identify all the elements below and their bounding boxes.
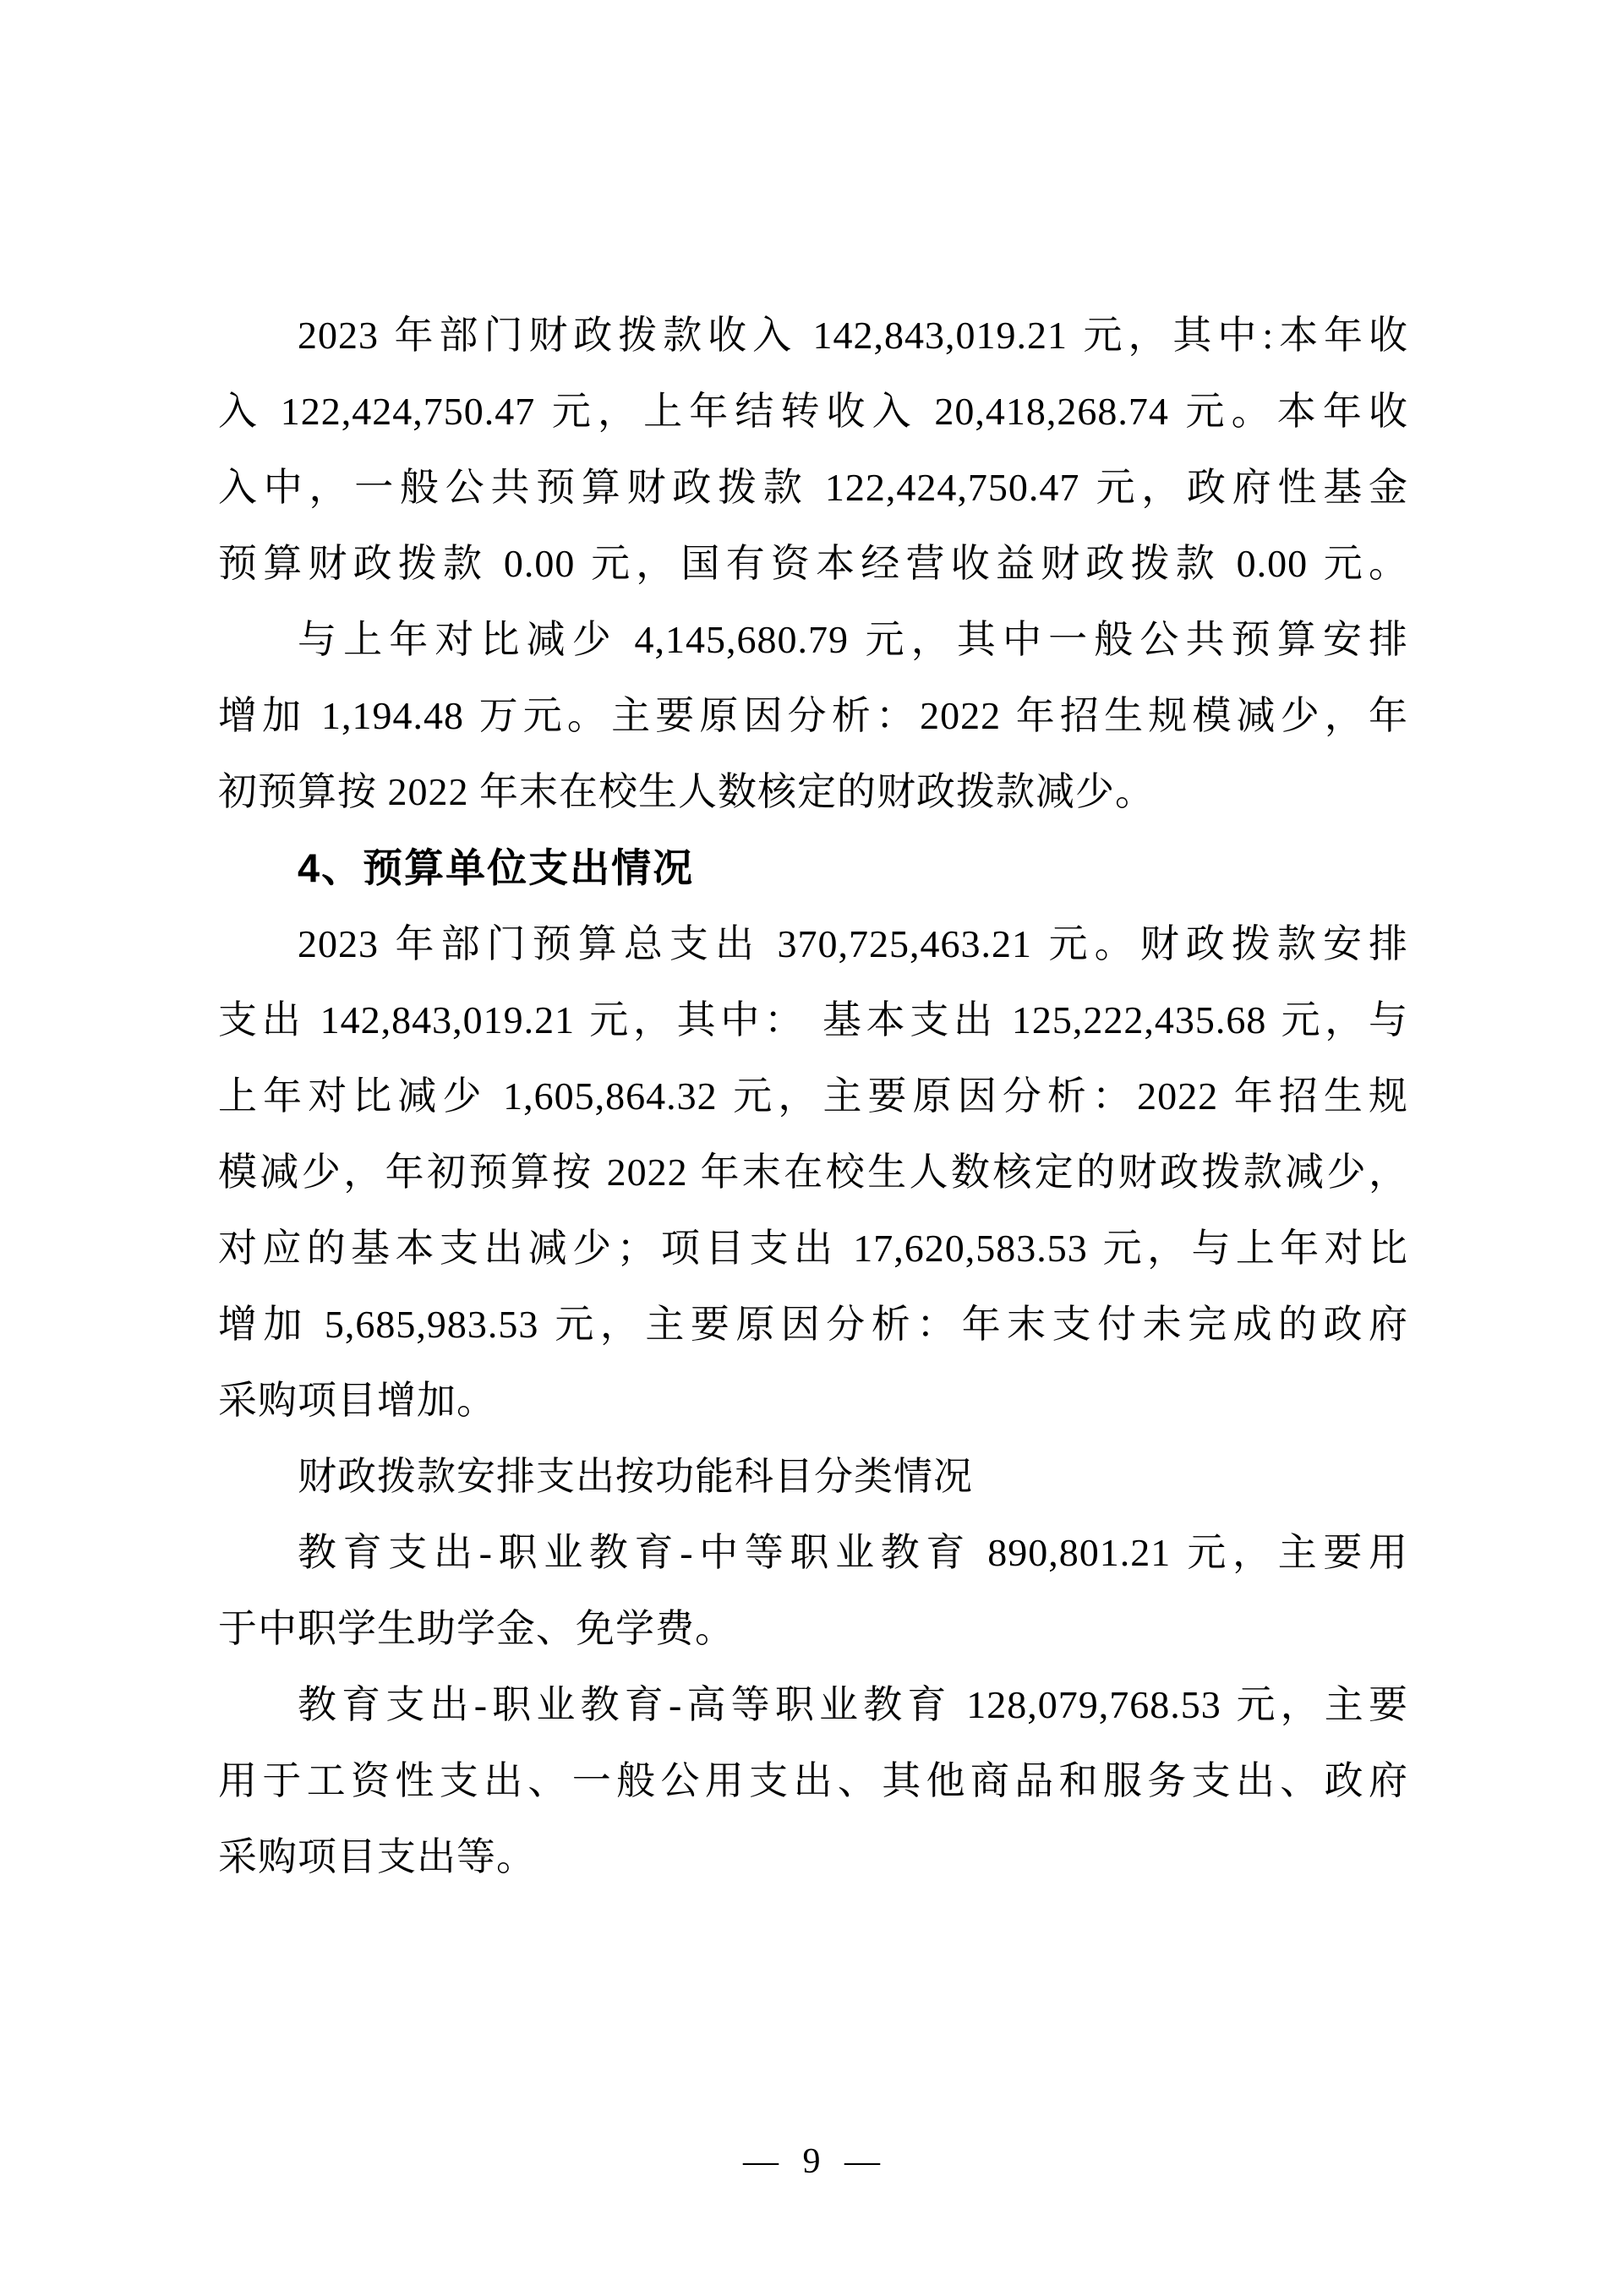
text-line: 增加 5,685,983.53 元，主要原因分析：年末支付未完成的政府 (218, 1303, 1408, 1346)
text-line: 上年对比减少 1,605,864.32 元，主要原因分析：2022 年招生规 (218, 1074, 1408, 1118)
text-line: 2023 年部门预算总支出 370,725,463.21 元。财政拨款安排 (298, 922, 1408, 965)
text-line: 教育支出-职业教育-高等职业教育 128,079,768.53 元，主要 (298, 1683, 1408, 1726)
text-line: 用于工资性支出、一般公用支出、其他商品和服务支出、政府 (218, 1759, 1408, 1802)
text-line: 2023 年部门财政拨款收入 142,843,019.21 元，其中:本年收 (298, 314, 1408, 357)
text-line: 教育支出-职业教育-中等职业教育 890,801.21 元，主要用 (298, 1531, 1408, 1574)
page-footer (0, 2124, 1623, 2200)
text-line: 采购项目增加。 (218, 1379, 496, 1422)
document-body (218, 298, 1408, 1895)
section-heading: 4、预算单位支出情况 (298, 845, 695, 890)
text-line: 财政拨款安排支出按功能科目分类情况 (298, 1455, 973, 1498)
text-line: 对应的基本支出减少；项目支出 17,620,583.53 元，与上年对比 (218, 1227, 1408, 1270)
text-line: 增加 1,194.48 万元。主要原因分析：2022 年招生规模减少，年 (218, 694, 1408, 737)
page-number-label: — 9 — (743, 2142, 880, 2181)
text-line: 支出 142,843,019.21 元，其中： 基本支出 125,222,435.68 元，与 (218, 998, 1408, 1041)
text-line: 初预算按 2022 年末在校生人数核定的财政拨款减少。 (218, 770, 1155, 813)
text-line: 入中，一般公共预算财政拨款 122,424,750.47 元，政府性基金 (218, 466, 1408, 509)
text-line: 采购项目支出等。 (218, 1835, 536, 1878)
text-line: 模减少，年初预算按 2022 年末在校生人数核定的财政拨款减少， (218, 1151, 1408, 1194)
text-line: 入 122,424,750.47 元，上年结转收入 20,418,268.74 元。本年收 (218, 390, 1408, 433)
text-line: 于中职学生助学金、免学费。 (218, 1607, 735, 1650)
text-line: 与上年对比减少 4,145,680.79 元，其中一般公共预算安排 (298, 618, 1408, 661)
text-line: 预算财政拨款 0.00 元，国有资本经营收益财政拨款 0.00 元。 (218, 542, 1408, 585)
